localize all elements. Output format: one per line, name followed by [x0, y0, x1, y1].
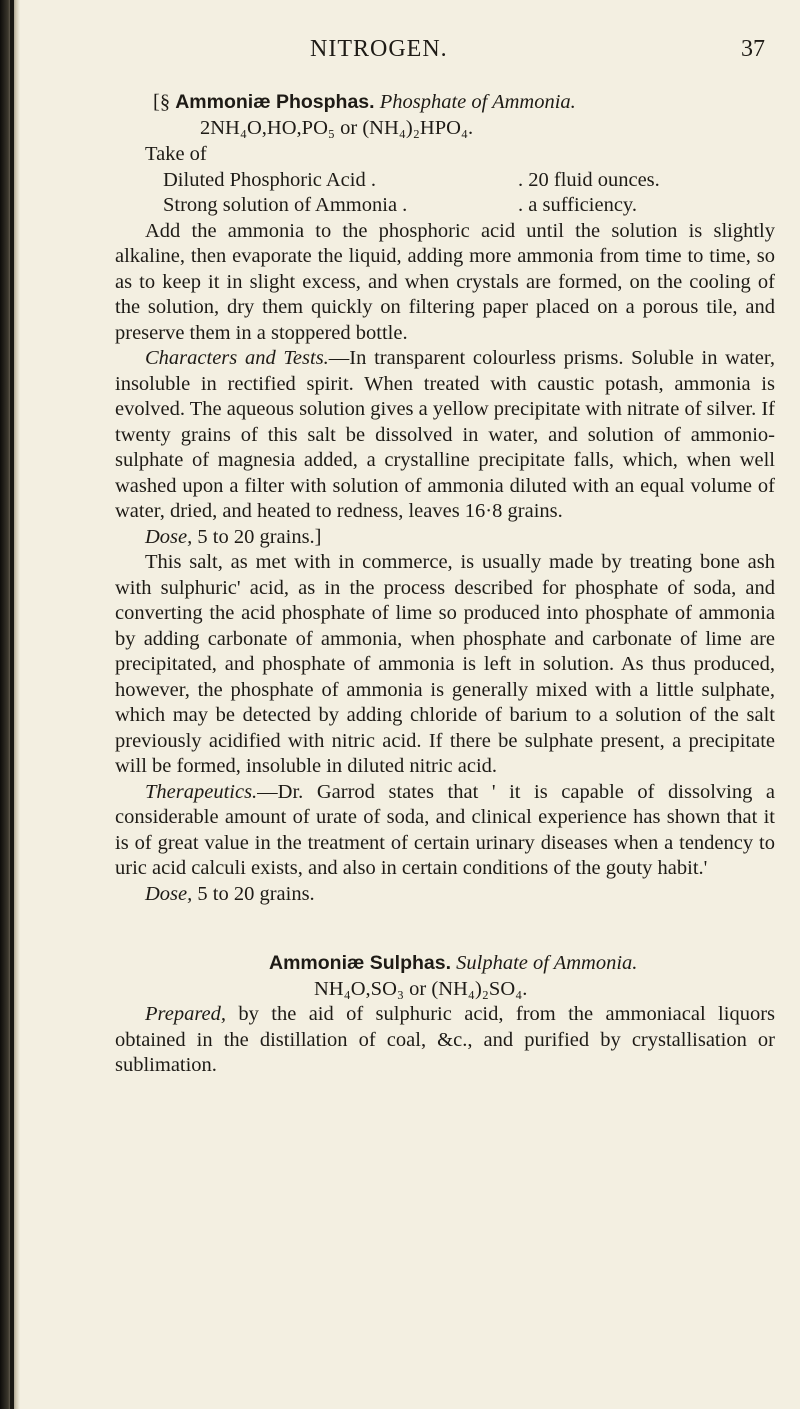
book-page — [115, 0, 775, 1079]
page-number: 37 — [741, 36, 765, 62]
characters-paragraph — [115, 346, 775, 525]
phosphas-title — [153, 90, 775, 116]
bracket-open: [§ — [153, 91, 176, 113]
body-text — [115, 70, 775, 1079]
phosphas-english-name: Phosphate of Ammonia. — [379, 91, 576, 113]
take-of-label: Take of — [145, 143, 207, 165]
ingredient-name: Strong solution of Ammonia . — [163, 194, 408, 216]
phosphas-latin-name: Ammoniæ Phosphas. — [175, 91, 375, 113]
dose-label: Dose, — [145, 525, 193, 548]
therapeutics-label: Therapeutics. — [145, 780, 258, 803]
characters-label: Characters and Tests. — [145, 347, 329, 369]
sulphas-latin-name: Ammoniæ Sulphas. — [269, 952, 452, 974]
directions-paragraph: Add the ammonia to the phosphoric acid until the solution is slightly alkaline, then evaporate the liquid, adding more ammonia from time to time, so as to keep it in slight excess, and when crystals are formed, on the cooling of the solution, dry them quickly on filtering paper placed on a porous tile, and preserve them in a stoppered bottle. — [115, 219, 775, 344]
sulphas-formula: NH₄O,SO₃ or (NH₄)₂SO₄. — [314, 977, 528, 1000]
ingredient-name: Diluted Phosphoric Acid . — [163, 168, 376, 191]
book-binding-shadow — [10, 0, 14, 1409]
prepared-label: Prepared, — [145, 1003, 227, 1025]
dose-line — [145, 882, 775, 908]
characters-text: —In transparent colourless prisms. Soluble in water, insoluble in rectified spirit. When treated with caustic potash, ammonia is evolved. The aqueous solution gives a yellow precipitate with nitrate of silver. If twenty grains of this salt be dissolved in water, and solution of ammonio-sulphate of magnesia added, a crystalline precipitate falls, which, when well washed upon a filter with solution of ammonia diluted with an equal volume of water, dried, and heated to redness, leaves 16·8 grains. — [115, 347, 776, 522]
running-head: NITROGEN. — [310, 36, 448, 62]
therapeutics-text: —Dr. Garrod states that ' it is capable of dissolving a considerable amount of urate of soda, and clinical experience has shown that it is of great value in the treatment of certain urinary diseases when a tendency to uric acid calculi exists, and also in certain conditions of the gouty habit.' — [115, 780, 775, 879]
ingredient-amount: . 20 fluid ounces. — [518, 168, 660, 191]
prepared-paragraph — [115, 1002, 775, 1079]
ingredient-row — [163, 168, 775, 194]
therapeutics-paragraph — [115, 780, 775, 882]
sulphas-english-name: Sulphate of Ammonia. — [456, 952, 638, 974]
dose-label: Dose, — [145, 882, 193, 905]
ingredient-row — [163, 193, 775, 219]
ingredient-amount: . a sufficiency. — [518, 194, 637, 216]
commerce-paragraph: This salt, as met with in commerce, is usually made by treating bone ash with sulphuric' acid, as in the process described for phosphate of soda, and converting the acid phosphate of lime so produced into phosphate of ammonia by adding carbonate of ammonia, when phosphate and carbonate of lime are precipitated, and phosphate of ammonia is left in solution. As thus produced, however, the phosphate of ammonia is generally mixed with a little sulphate, which may be detected by adding chloride of barium to a solution of the salt previously acidified with nitric acid. If there be sulphate present, a precipitate will be formed, insoluble in diluted nitric acid. — [115, 551, 775, 777]
dose-text: 5 to 20 grains.] — [192, 525, 322, 548]
prepared-text: by the aid of sulphuric acid, from the ammoniacal liquors obtained in the distillation of coal, &c., and purified by crystallisation or sublimation. — [115, 1003, 775, 1076]
dose-line — [145, 525, 775, 551]
dose-text: 5 to 20 grains. — [192, 882, 315, 905]
sulphas-title — [269, 951, 775, 977]
page-header — [115, 0, 775, 70]
phosphas-formula: 2NH₄O,HO,PO₅ or (NH₄)₂HPO₄. — [200, 116, 474, 139]
